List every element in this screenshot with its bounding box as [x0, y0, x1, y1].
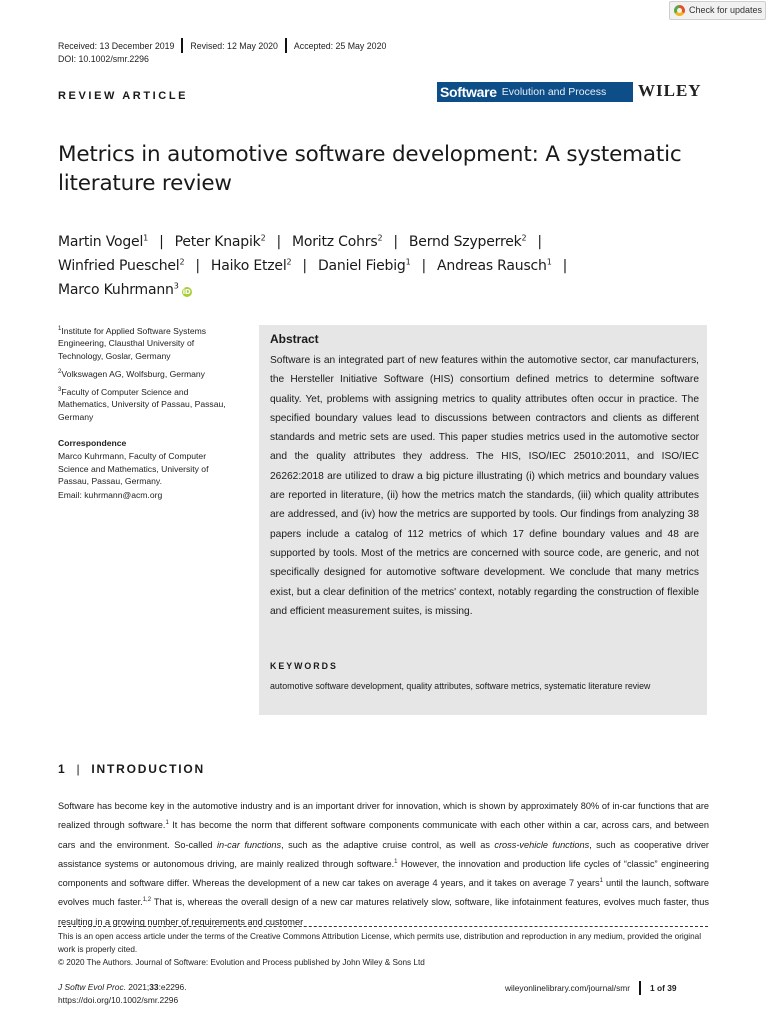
citation-ref[interactable]: 1 — [394, 858, 398, 865]
author-line-2: Winfried Pueschel$^2$ | Haiko Etzel$^2$ | Daniel Fiebig$^1$ | Andreas Rausch$^1$ | — [58, 257, 568, 274]
divider — [639, 981, 641, 995]
divider — [181, 38, 183, 53]
article-type: REVIEW ARTICLE — [58, 90, 189, 102]
journal-subtitle: Evolution and Process — [501, 86, 607, 98]
section-heading: 1 | INTRODUCTION — [58, 762, 205, 776]
author[interactable]: Marco Kuhrmann$^3$ — [58, 281, 179, 298]
author-line-1: Martin Vogel$^1$ | Peter Knapik$^2$ | Moritz Cohrs$^2$ | Bernd Szyperrek$^2$ | — [58, 233, 542, 250]
license-text: This is an open access article under the terms of the Creative Commons Attribution License, which permits use, distribution and reproduction in any medium, provided the original work is properly cited. — [58, 932, 702, 954]
journal-site-link[interactable]: wileyonlinelibrary.com/journal/smr — [505, 983, 631, 993]
journal-brand: Software — [440, 84, 497, 100]
author[interactable]: Peter Knapik$^2$ — [174, 233, 266, 250]
author[interactable]: Moritz Cohrs$^2$ — [292, 233, 383, 250]
journal-logo — [437, 82, 633, 102]
keywords-heading: KEYWORDS — [270, 661, 338, 671]
accepted-date: Accepted: 25 May 2020 — [293, 40, 387, 51]
citation-ref[interactable]: 1 — [165, 820, 169, 827]
article-title: Metrics in automotive software development: A systematic literature review — [58, 142, 682, 196]
doi[interactable]: DOI: 10.1002/smr.2296 — [58, 54, 149, 64]
citation-ref[interactable]: 1,2 — [142, 897, 152, 904]
correspondence-text: Marco Kuhrmann, Faculty of Computer Science and Mathematics, University of Passau, Passau, Germany. — [58, 451, 209, 487]
author[interactable]: Martin Vogel$^1$ — [58, 233, 149, 250]
footnote-divider — [58, 926, 708, 927]
crossmark-icon — [674, 5, 685, 16]
correspondence-email[interactable]: Email: kuhrmann@acm.org — [58, 490, 163, 500]
author[interactable]: Winfried Pueschel$^2$ — [58, 257, 185, 274]
divider — [285, 38, 287, 53]
check-for-updates-button[interactable] — [669, 1, 766, 20]
revised-date: Revised: 12 May 2020 — [190, 40, 278, 51]
author-line-3 — [58, 274, 738, 302]
check-for-updates-label: Check for updates — [689, 5, 763, 15]
affiliation: $^1$Institute for Applied Software Systems Engineering, Clausthal University of Technology, Goslar, Germany — [58, 325, 207, 362]
affiliation: $^2$Volkswagen AG, Wolfsburg, Germany — [58, 368, 205, 379]
section-title: INTRODUCTION — [91, 762, 205, 776]
correspondence-heading: Correspondence — [58, 438, 127, 448]
keywords-text: automotive software development, quality attributes, software metrics, systematic literature review — [270, 681, 651, 691]
author[interactable]: Haiko Etzel$^2$ — [210, 257, 292, 274]
page-number: 1 of 39 — [650, 983, 677, 993]
citation-ref[interactable]: 1 — [599, 878, 603, 885]
orcid-icon[interactable]: iD — [182, 287, 191, 296]
author[interactable]: Andreas Rausch$^1$ — [437, 257, 552, 274]
received-date: Received: 13 December 2019 — [58, 40, 175, 51]
doi-link[interactable]: https://doi.org/10.1002/smr.2296 — [58, 994, 179, 1005]
abstract-text: Software is an integrated part of new features within the automotive sector, car manufacturers, the Hersteller Initiative Software (HIS) consortium defined metrics to determine software quality. Yet, problems with assigning metrics to quality attributes often occur in practice. The specified boundary values lead to discussions between contractors and clients as different standards and metric sets are used. This paper studies metrics used in the automotive sector and the quality attributes they address. The HIS, ISO/IEC 25010:2011, and ISO/IEC 26262:2018 are utilized to draw a big picture illustrating (i) which metrics and boundary values are reported in literature, (ii) how the metrics match the standards, (iii) which quality attributes are addressed, and (iv) how the metrics are supported by tools. Our findings from analyzing 38 papers include a catalog of 112 metrics of which 17 define boundary values and 48 are supported by tools. Most of the metrics are concerned with source code, are generic, and not specifically designed for automotive software development. We conclude that many metrics exist, but a clear definition of the metrics' context, notably regarding the construction of flexible and efficient measurement suites, is missing. — [270, 355, 699, 617]
copyright-text: © 2020 The Authors. Journal of Software: Evolution and Process published by John Wiley & Sons Ltd — [58, 958, 425, 967]
author[interactable]: Bernd Szyperrek$^2$ — [408, 233, 527, 250]
citation-footer: J Softw Evol Proc. 2021;33:e2296. https://doi.org/10.1002/smr.2296 — [58, 982, 187, 1005]
author[interactable]: Daniel Fiebig$^1$ — [317, 257, 411, 274]
abstract-heading: Abstract — [270, 332, 319, 346]
article-history — [58, 38, 386, 53]
publisher-logo: WILEY — [638, 81, 702, 100]
intro-paragraph: Software has become key in the automotive industry and is an important driver for innovation, which is shown by approximately 80% of in-car functions that are realized through software.$^1$ It has become the norm that different software components communicate with each other within a car, across cars, and between cars and the environment. So-called in-car functions, such as the adaptive cruise control, as well as cross-vehicle functions, such as cooperative driver assistance systems or autonomous driving, are mainly realized through software.$^1$ However, the innovation and production life cycles of “classic” engineering components and software differ. Whereas the development of a new car takes on average 4 years, and it takes on average 7 years$^1$ until the launch, software evolves much faster.$^{1,2}$ That is, whereas the overall design of a new car matures relatively slow, software, like infotainment features, evolves much faster, thus resulting in a growing number of requirements and customer — [58, 801, 709, 927]
section-number: 1 — [58, 762, 67, 776]
page-footer — [505, 981, 677, 995]
license-footnote — [58, 930, 708, 969]
affiliation: $^3$Faculty of Computer Science and Mathematics, University of Passau, Passau, Germany — [58, 386, 226, 423]
